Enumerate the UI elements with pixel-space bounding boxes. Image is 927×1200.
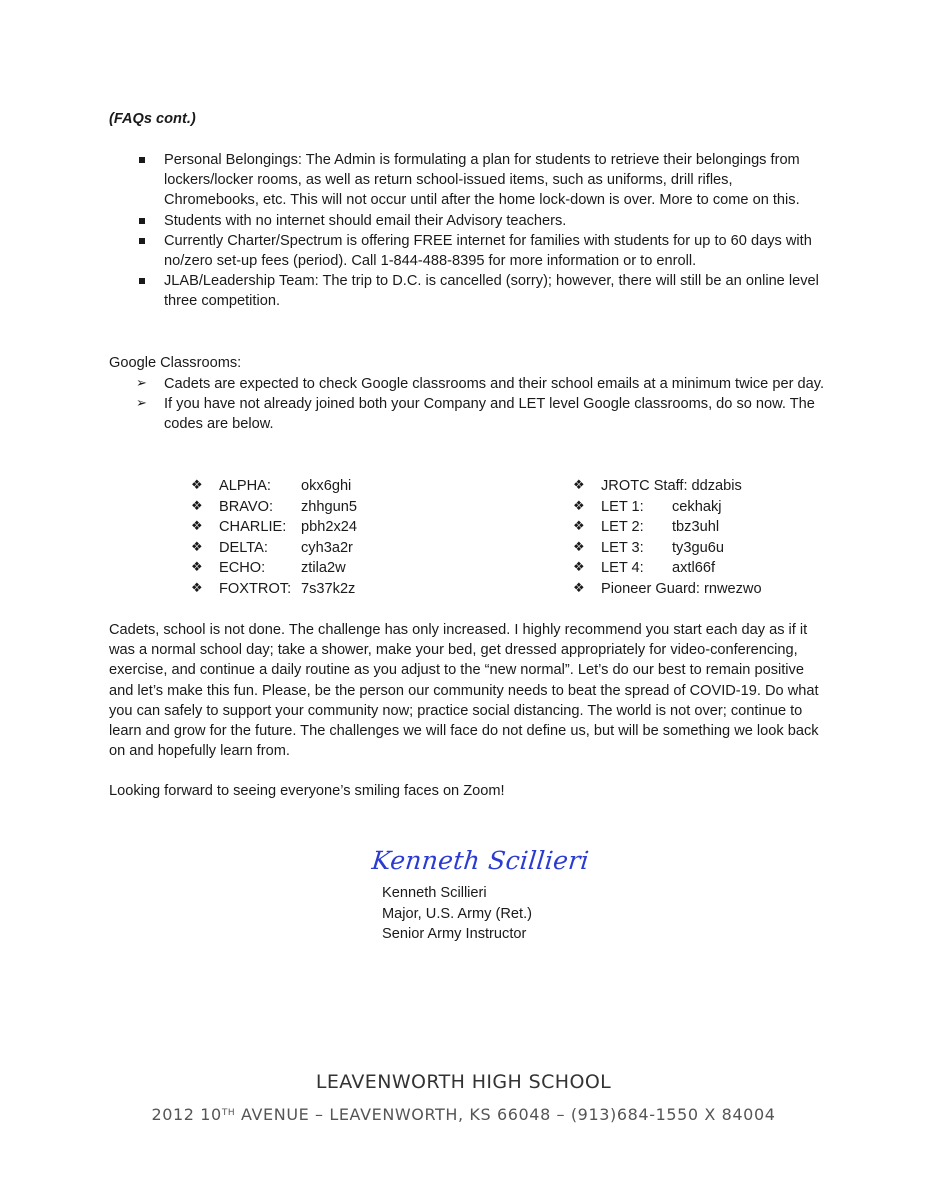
company-codes-list: [191, 476, 451, 599]
google-classrooms-heading: Google Classrooms:: [109, 355, 242, 371]
code-label: LET 2:: [601, 519, 644, 535]
code-value: rnwezwo: [703, 580, 762, 597]
code-label: ECHO:: [219, 560, 266, 576]
diamond-bullet-icon: ❖: [573, 519, 585, 534]
diamond-bullet-icon: ❖: [573, 498, 585, 514]
signature-block: [382, 883, 532, 945]
code-value: ddzabis: [691, 478, 742, 494]
faq-item-belongings: [136, 150, 826, 211]
main-paragraph: Cadets, school is not done. The challenge has only increased. I highly recommend you start each day as if it was a normal school day; take a shower, make your bed, get dressed appropriately for video-conferencing, exercise, and continue a daily routine as you adjust to the “new normal”. Let’s do our best to remain positive and let’s make this fun. Please, be the person our community needs to beat the spread of COVID-19. Do what you can safely to support your community now; practice social distancing. The world is not over; continue to learn and grow for the future. The challenges we will face do not define us, but will be something we look back on and hopefully learn from.: [109, 622, 819, 760]
closing-paragraph: Looking forward to seeing everyone’s smiling faces on Zoom!: [109, 783, 505, 799]
code-item-alpha: [191, 476, 451, 497]
code-item-foxtrot: [191, 579, 451, 600]
code-item-echo: [191, 558, 451, 579]
diamond-bullet-icon: ❖: [573, 560, 585, 575]
signer-rank: Major, U.S. Army (Ret.): [382, 905, 533, 922]
google-item-text: Cadets are expected to check Google classrooms and their school emails at a minimum twice per day.: [164, 376, 824, 392]
code-value: ty3gu6u: [672, 539, 724, 556]
square-bullet-icon: [139, 278, 145, 284]
code-value: 7s37k2z: [301, 580, 356, 597]
code-label: CHARLIE:: [219, 519, 287, 535]
code-item-charlie: [191, 517, 451, 538]
square-bullet-icon: [139, 157, 145, 163]
diamond-bullet-icon: ❖: [191, 498, 203, 514]
handwritten-signature: Kenneth Scillieri: [370, 846, 591, 875]
code-label: DELTA:: [219, 539, 268, 556]
faq-item-internet: [136, 211, 826, 231]
code-label: Pioneer Guard:: [601, 580, 700, 597]
code-label: BRAVO:: [219, 498, 274, 515]
footer-school-name: LEAVENWORTH HIGH SCHOOL: [315, 1071, 612, 1093]
code-label: LET 1:: [601, 498, 644, 515]
footer-address-ordinal: TH: [221, 1108, 236, 1118]
footer-address-rest: AVENUE – LEAVENWORTH, KS 66048 – (913)684-1550 X 84004: [235, 1105, 776, 1124]
code-label: JROTC Staff:: [601, 478, 688, 494]
google-item-text: If you have not already joined both your Company and LET level Google classrooms, do so now. The codes are below.: [164, 396, 815, 433]
faqs-heading: (FAQs cont.): [109, 111, 196, 127]
code-label: LET 3:: [601, 539, 644, 556]
code-value: okx6ghi: [301, 478, 352, 494]
code-label: LET 4:: [601, 560, 644, 576]
signer-title: Senior Army Instructor: [382, 926, 527, 942]
code-item-let-1: [573, 497, 873, 518]
square-bullet-icon: [139, 218, 145, 224]
diamond-bullet-icon: ❖: [573, 539, 585, 555]
faq-item-text: JLAB/Leadership Team: The trip to D.C. is cancelled (sorry); however, there will still be an online level three competition.: [164, 273, 819, 310]
faq-list: [136, 150, 826, 312]
code-item-delta: [191, 538, 451, 559]
diamond-bullet-icon: ❖: [573, 580, 585, 596]
google-item-join: [136, 394, 826, 434]
code-value: pbh2x24: [301, 519, 357, 535]
code-item-jrotc-staff: [573, 476, 873, 497]
diamond-bullet-icon: ❖: [191, 539, 203, 555]
diamond-bullet-icon: ❖: [191, 580, 203, 596]
diamond-bullet-icon: ❖: [191, 560, 203, 575]
faq-item-jlab: [136, 271, 826, 311]
faq-item-text: Personal Belongings: The Admin is formulating a plan for students to retrieve their belongings from lockers/locker rooms, as well as return school-issued items, such as uniforms, drill rifles, Chromebooks, etc. This will not occur until after the home lock-down is over. More to come on this.: [164, 152, 800, 209]
code-label: ALPHA:: [219, 478, 271, 494]
faq-item-spectrum: [136, 231, 826, 271]
code-value: ztila2w: [301, 560, 346, 576]
google-list: [136, 374, 826, 435]
diamond-bullet-icon: ❖: [573, 478, 585, 493]
square-bullet-icon: [139, 238, 145, 244]
faq-item-text: Currently Charter/Spectrum is offering FREE internet for families with students for up to 60 days with no/zero set-up fees (period). Call 1-844-488-8395 for more information or to enroll.: [164, 232, 812, 270]
code-item-let-2: [573, 517, 873, 538]
let-codes-list: [573, 476, 873, 599]
code-item-pioneer-guard: [573, 579, 873, 600]
footer-address: [0, 1104, 927, 1126]
faq-item-text: Students with no internet should email their Advisory teachers.: [164, 212, 567, 229]
code-value: cekhakj: [672, 498, 722, 515]
code-value: zhhgun5: [301, 498, 357, 515]
footer-address-number: 2012 10: [151, 1105, 222, 1124]
diamond-bullet-icon: ❖: [191, 519, 203, 534]
code-item-bravo: [191, 497, 451, 518]
code-value: cyh3a2r: [301, 539, 353, 556]
code-label: FOXTROT:: [219, 580, 292, 597]
code-item-let-4: [573, 558, 873, 579]
code-value: tbz3uhl: [672, 519, 720, 535]
google-item-check: [136, 374, 826, 394]
code-item-let-3: [573, 538, 873, 559]
arrow-bullet-icon: ➢: [136, 376, 147, 391]
signer-name: Kenneth Scillieri: [382, 885, 487, 901]
diamond-bullet-icon: ❖: [191, 478, 203, 493]
code-value: axtl66f: [672, 560, 715, 576]
arrow-bullet-icon: ➢: [136, 396, 147, 412]
